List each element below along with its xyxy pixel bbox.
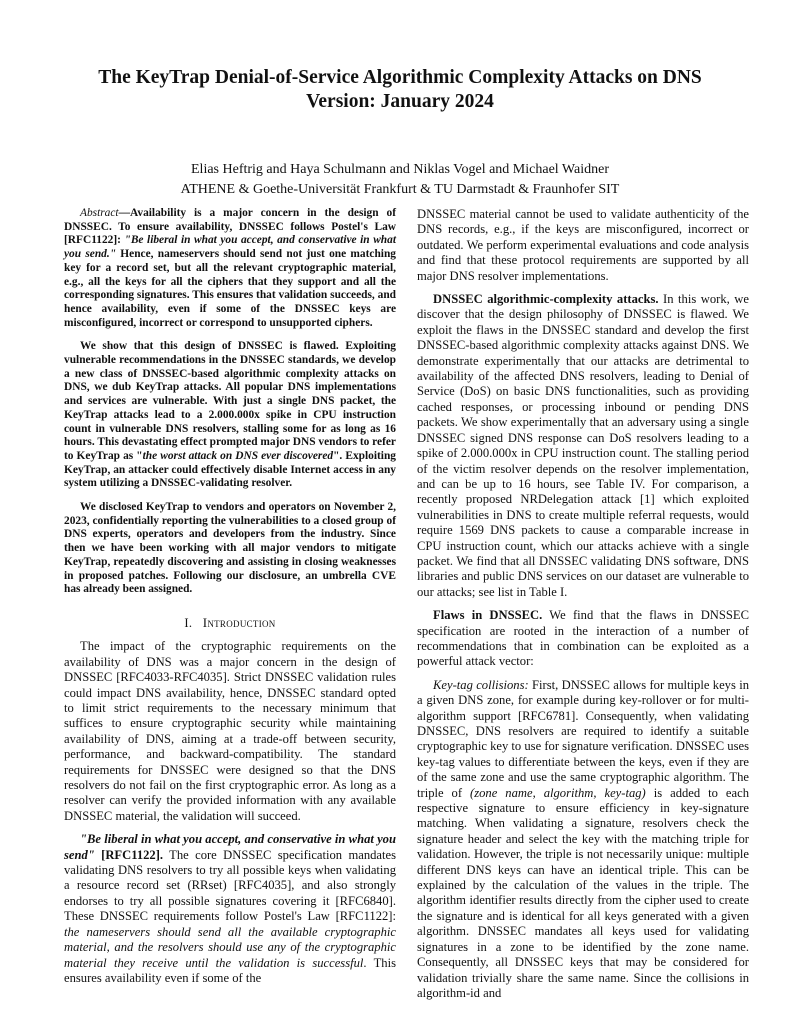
- right-p4-italic: (zone name, algorithm, key-tag): [470, 785, 646, 800]
- intro-p2-text-a: The core DNSSEC specification mandates validating DNS resolvers to try all possible keys when validating a resource record set (RRset) [RFC4035], and also strongly endorses to try all possible signatures covering it [RFC6840]. These DNSSEC requirements follow Postel's Law [RFC1122]:: [64, 847, 397, 924]
- left-column: [64, 207, 396, 994]
- abstract-paragraph-1: [64, 207, 396, 330]
- right-p4-text-a: First, DNSSEC allows for multiple keys in a given DNS zone, for example during key-rollover or for multi-algorithm support [RFC6781]. Consequently, when validating DNSSEC, DNS resolvers are required to identify a suitable cryptographic key to use for signature verification. DNSSEC uses key-tag values to differentiate between the keys, even if they are of the same zone and use the same cryptographic algorithm. The triple of: [417, 677, 749, 800]
- section-title: Introduction: [202, 614, 276, 630]
- right-paragraph-2: [417, 292, 749, 600]
- right-paragraph-4: [417, 678, 749, 1002]
- abstract-p2-text-b: ". Exploiting KeyTrap, an attacker could effectively disable Internet access in any system utilizing a DNSSEC-validating resolver.: [64, 449, 396, 490]
- right-paragraph-1: DNSSEC material cannot be used to validate authenticity of the DNS records, e.g., if the keys are misconfigured, incorrect or outdated. We perform experimental evaluations and code analysis and find that these protocol requirements are supported by all major DNS resolver implementations.: [417, 207, 749, 283]
- paper-title: [60, 66, 740, 114]
- intro-p2-text-b: . This ensures availability even if some of the: [64, 955, 396, 985]
- abstract: [64, 207, 396, 597]
- right-paragraph-3: [417, 608, 749, 670]
- intro-paragraph-1: The impact of the cryptographic requirements on the availability of DNS was a major concern in the design of DNSSEC [RFC4033-RFC4035]. Strict DNSSEC validation rules could impact DNS availability, hence, DNSSEC standard opted to limit strict requirements to the necessary minimum that suffices to ensure cryptographic security while maintaining availability of DNS, aiming at a trade-off between security, performance, and backward-compatibility. The standard requirements for DNSSEC were designed so that the DNS resolvers do not fail on the first cryptographic error. As long as a resolver can verify the provided information with any available DNSSEC material, the validation will succeed.: [64, 639, 396, 823]
- abstract-p1-text-b: Hence, nameservers should send not just one matching key for a record set, but all the relevant cryptographic material, e.g., all the keys for all the ciphers that they support and all the corresponding signatures. This ensures that validation succeeds, and hence availability, even if some of the DNSSEC keys are misconfigured, incorrect or correspond to unsupported ciphers.: [64, 248, 396, 329]
- intro-p2-head-quote: "Be liberal in what you accept, and conservative in what you send": [64, 832, 396, 862]
- intro-paragraph-2: [64, 832, 396, 986]
- abstract-p1-text-a: —Availability is a major concern in the design of DNSSEC. To ensure availability, DNSSEC follows Postel's Law [RFC1122]:: [64, 207, 396, 247]
- section-heading-introduction: [64, 615, 396, 631]
- title-line-2: Version: January 2024: [306, 91, 494, 112]
- author-affiliations: ATHENE & Goethe-Universität Frankfurt & TU Darmstadt & Fraunhofer SIT: [180, 182, 620, 197]
- right-p3-head: Flaws in DNSSEC.: [433, 608, 543, 623]
- abstract-paragraph-2: [64, 340, 396, 491]
- intro-p2-head-ref: [RFC1122].: [94, 847, 164, 862]
- right-p4-text-b: is added to each respective signature to ensure efficiency in key-signature matching. When validating a signature, resolvers check the signature header and select the key with the matching triple for validation. However, the triple is not necessarily unique: multiple different DNS keys can have an identical triple. This can be explained by the calculation of the values in the triple. The algorithm identifier results directly from the cipher used to create the signature and is identical for all keys generated with a given algorithm. DNSSEC mandates all keys used for validating signatures in a zone to be identified by the zone name. Consequently, all DNSSEC keys that may be considered for validation trivially share the same name. Since the collisions in algorithm-id and: [417, 785, 749, 1000]
- title-line-1: The KeyTrap Denial-of-Service Algorithmic Complexity Attacks on DNS: [98, 67, 702, 88]
- author-names: Elias Heftrig and Haya Schulmann and Niklas Vogel and Michael Waidner: [191, 162, 609, 177]
- right-p3-body: We find that the flaws in DNSSEC specification are rooted in the interaction of a number of recommendations that in combination can be exploited as a powerful attack vector:: [417, 608, 749, 669]
- abstract-p2-quote: the worst attack on DNS ever discovered: [142, 449, 334, 462]
- abstract-paragraph-3: We disclosed KeyTrap to vendors and operators on November 2, 2023, confidentially reporting the vulnerabilities to a closed group of DNS experts, operators and developers from the industry. Since then we have been working with all major vendors to mitigate KeyTrap, repeatedly discovering and assisting in closing weaknesses in proposed patches. Following our disclosure, an umbrella CVE has already been assigned.: [64, 501, 396, 596]
- intro-p2-italic: the nameservers should send all the available cryptographic material, and the resolvers should use any of the cryptographic material they receive until the validation is successful: [64, 924, 396, 970]
- right-p2-body: In this work, we discover that the design philosophy of DNSSEC is flawed. We exploit the flaws in the DNSSEC standard and develop the first DNSSEC-based algorithmic complexity attacks against DNS. We demonstrate experimentally that our attacks are detrimental to availability of the affected DNS resolvers, leading to Denial of Service (DoS) on basic DNS functionalities, such as providing cached responses, or processing inbound or pending DNS packets. We show experimentally that an adversary using a single DNSSEC signed DNS response can DoS resolvers leading to a spike of 2.000.000x in CPU instruction count. The stalling period of the victim resolver depends on the resolver implementation, and can be up to 16 hours, see Table IV. For comparison, a recently proposed NRDelegation attack [1] which exploited vulnerabilities in DNS to create multiple referral requests, would require 1569 DNS packets to cause a comparable increase in CPU instruction count, which our attacks achieve with a single packet. We find that all DNSSEC validating DNS software, DNS libraries and public DNS services on our dataset are vulnerable to our attacks; see list in Table I.: [417, 292, 749, 599]
- abstract-p2-text-a: We show that this design of DNSSEC is flawed. Exploiting vulnerable recommendations in the DNSSEC standards, we develop a new class of DNSSEC-based algorithmic complexity attacks on DNS, we dub KeyTrap attacks. All popular DNS implementations and services are vulnerable. With just a single DNS packet, the KeyTrap attacks lead to a 2.000.000x spike in CPU instruction count in vulnerable DNS resolvers, stalling some for as long as 16 hours. This devastating effect prompted major DNS vendors to refer to KeyTrap as ": [64, 340, 396, 462]
- abstract-label: Abstract: [80, 207, 119, 219]
- right-p2-head: DNSSEC algorithmic-complexity attacks.: [433, 292, 659, 307]
- abstract-p1-quote: "Be liberal in what you accept, and conservative in what you send.": [64, 234, 396, 261]
- right-column: [417, 207, 749, 1009]
- section-numeral: I.: [184, 615, 193, 630]
- right-p4-head: Key-tag collisions:: [433, 677, 529, 692]
- author-block: [60, 160, 740, 200]
